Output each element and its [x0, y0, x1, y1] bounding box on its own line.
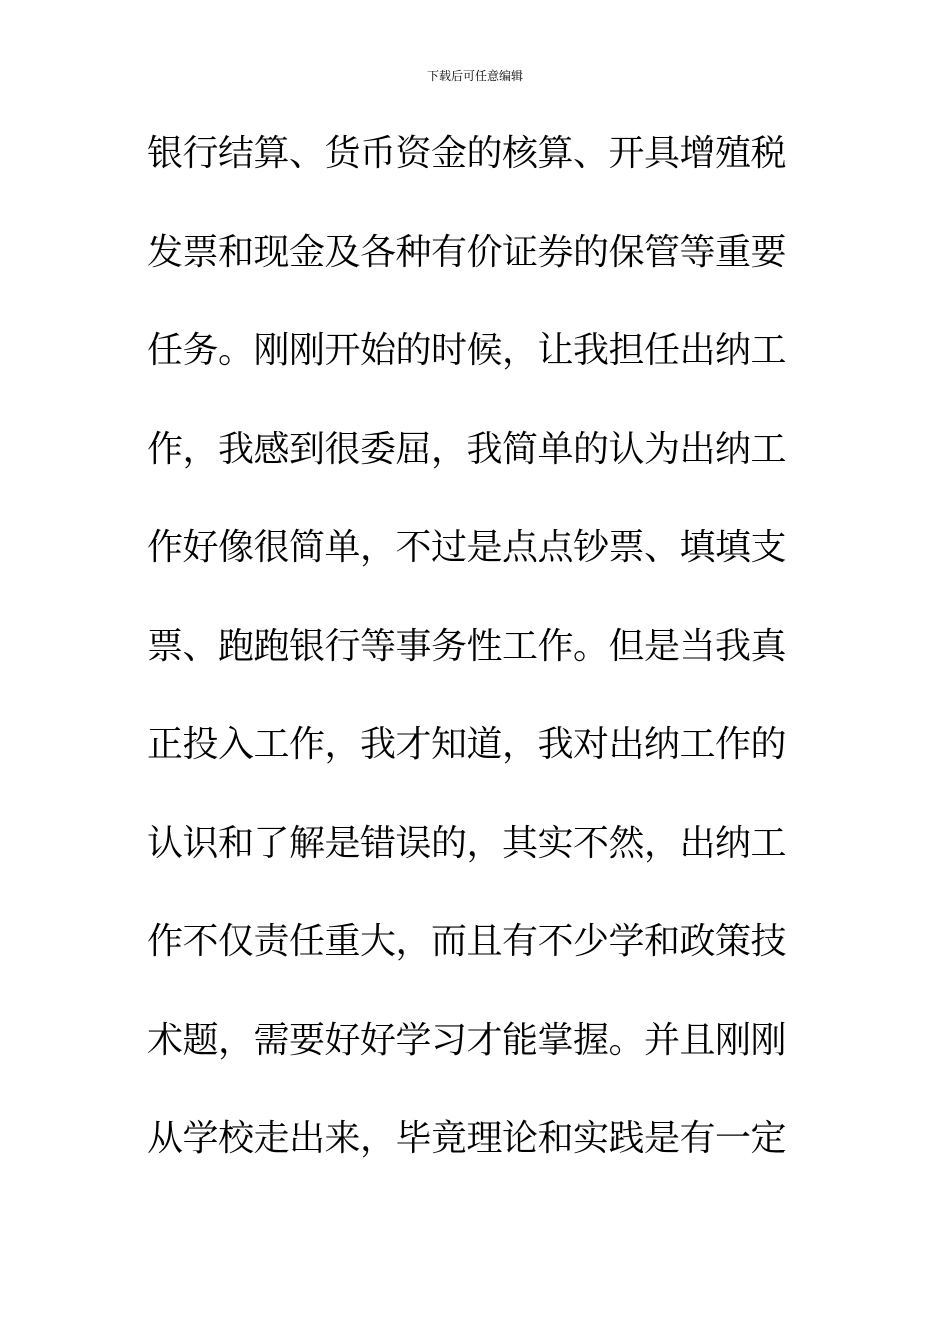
text-line: 任务。刚刚开始的时候，让我担任出纳工 — [147, 330, 787, 371]
text-line: 从学校走出来，毕竟理论和实践是有一定 — [147, 1118, 787, 1159]
text-line: 作好像很简单，不过是点点钞票、填填支 — [147, 527, 787, 568]
text-line: 正投入工作，我才知道，我对出纳工作的 — [147, 724, 787, 765]
text-line: 作不仅责任重大，而且有不少学和政策技 — [147, 921, 787, 962]
text-line: 认识和了解是错误的，其实不然，出纳工 — [147, 822, 787, 864]
text-line: 银行结算、货币资金的核算、开具增殖税 — [147, 133, 787, 174]
body-text — [147, 122, 787, 1206]
text-line: 术题，需要好好学习才能掌握。并且刚刚 — [147, 1019, 787, 1061]
text-line: 作，我感到很委屈，我简单的认为出纳工 — [147, 428, 787, 470]
text-line: 发票和现金及各种有价证券的保管等重要 — [147, 231, 787, 273]
text-line: 票、跑跑银行等事务性工作。但是当我真 — [147, 625, 787, 667]
page-header: 下载后可任意编辑 — [426, 69, 523, 83]
